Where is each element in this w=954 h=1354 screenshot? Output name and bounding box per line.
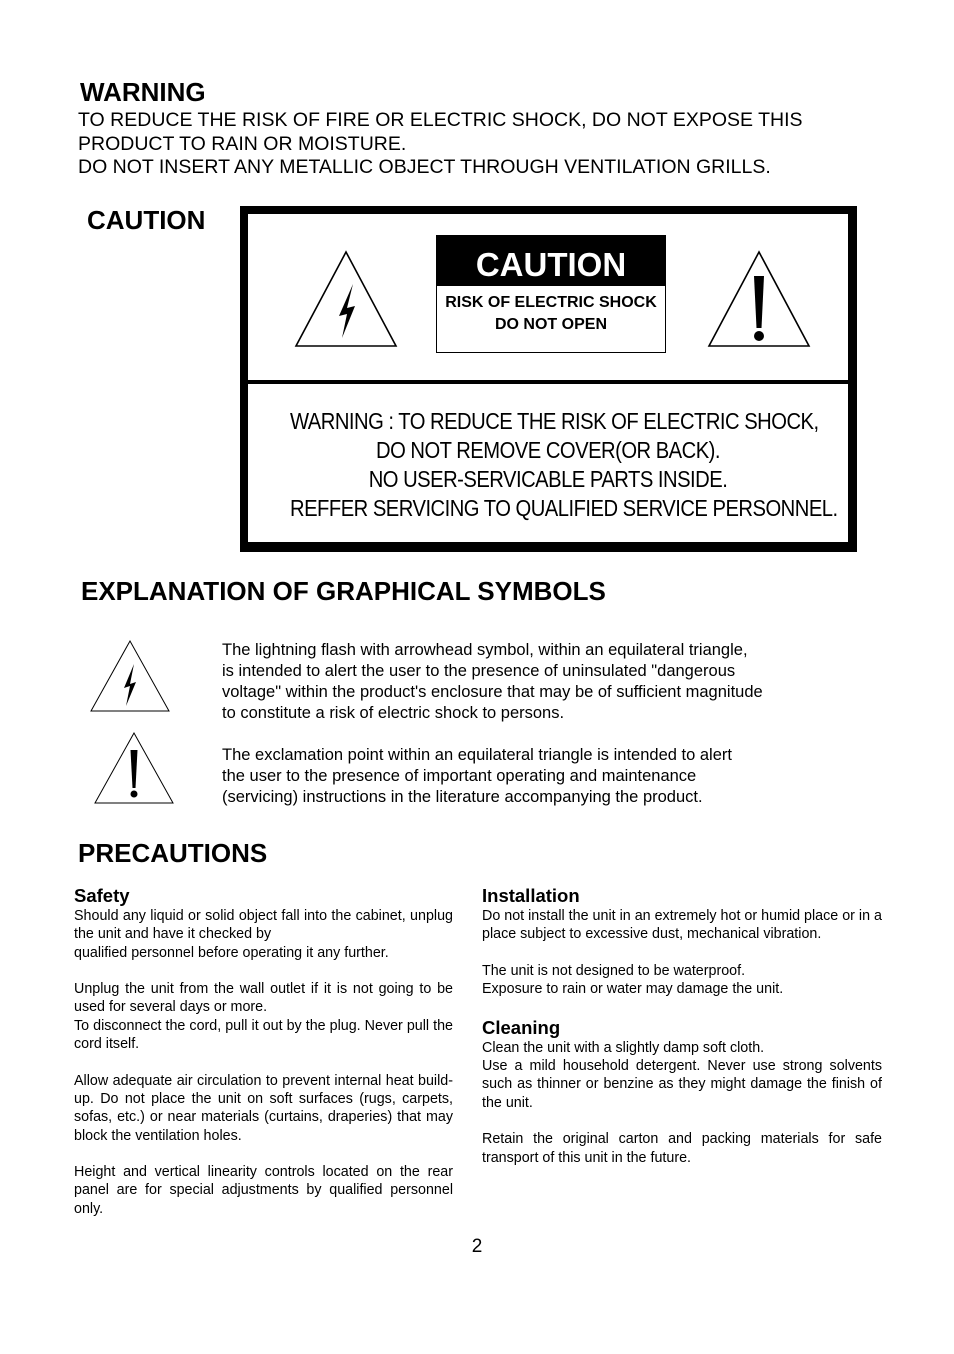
exclamation-symbol-text: (servicing) instructions in the literature accompanying the product.	[222, 788, 703, 806]
lightning-symbol-text: is intended to alert the user to the presence of uninsulated "dangerous	[222, 662, 736, 680]
lightning-symbol-icon	[88, 638, 172, 714]
cleaning-paragraph: Clean the unit with a slightly damp soft cloth.	[482, 1039, 765, 1056]
safety-paragraph: To disconnect the cord, pull it out by the plug. Never pull the cord itself.	[74, 1017, 453, 1053]
page-number: 2	[471, 1236, 483, 1257]
installation-paragraph: The unit is not designed to be waterproof.	[482, 962, 746, 979]
caution-badge	[436, 235, 666, 353]
lightning-symbol-text: The lightning flash with arrowhead symbol, within an equilateral triangle,	[222, 641, 748, 659]
lightning-symbol-text: to constitute a risk of electric shock to persons.	[222, 704, 565, 722]
caution-badge-line: RISK OF ELECTRIC SHOCK	[445, 294, 657, 311]
safety-paragraph: Height and vertical linearity controls located on the rear panel are for special adjustments by qualified personnel only.	[74, 1164, 453, 1217]
caution-label-top-panel	[248, 214, 848, 380]
caution-label-bottom-panel	[248, 384, 848, 542]
caution-box-line: REFFER SERVICING TO QUALIFIED SERVICE PERSONNEL.	[290, 495, 838, 521]
cleaning-heading: Cleaning	[482, 1016, 561, 1038]
cleaning-paragraph: Use a mild household detergent. Never use strong solvents such as thinner or benzine as they might damage the finish of the unit.	[482, 1058, 882, 1111]
lightning-symbol-text: voltage" within the product's enclosure that may be of sufficient magnitude	[222, 683, 763, 701]
caution-badge-subtitle	[437, 286, 665, 336]
installation-cleaning-column	[482, 885, 882, 1167]
installation-heading: Installation	[482, 885, 580, 906]
installation-paragraph: Do not install the unit in an extremely hot or humid place or in a place subject to excessive dust, mechanical vibration.	[482, 908, 882, 943]
warning-line: DO NOT INSERT ANY METALLIC OBJECT THROUGH VENTILATION GRILLS.	[78, 156, 771, 178]
warning-line: PRODUCT TO RAIN OR MOISTURE.	[78, 133, 407, 155]
caution-box-line: DO NOT REMOVE COVER(OR BACK).	[376, 437, 720, 463]
caution-box-line: NO USER-SERVICABLE PARTS INSIDE.	[368, 466, 728, 492]
safety-paragraph: Should any liquid or solid object fall into the cabinet, unplug the unit and have it checked by	[74, 908, 453, 943]
cleaning-paragraph: Retain the original carton and packing materials for safe transport of this unit in the future.	[482, 1131, 882, 1166]
warning-line: TO REDUCE THE RISK OF FIRE OR ELECTRIC SHOCK, DO NOT EXPOSE THIS	[78, 109, 803, 131]
exclamation-warning-icon	[704, 246, 814, 349]
safety-heading: Safety	[74, 885, 130, 906]
symbols-title: EXPLANATION OF GRAPHICAL SYMBOLS	[81, 576, 606, 606]
precautions-title: PRECAUTIONS	[78, 838, 268, 868]
warning-title: WARNING	[80, 77, 206, 107]
safety-paragraph: Unplug the unit from the wall outlet if it is not going to be used for several days or more.	[74, 981, 453, 1016]
safety-column	[74, 885, 453, 1218]
installation-paragraph: Exposure to rain or water may damage the unit.	[482, 981, 784, 998]
lightning-warning-icon	[291, 246, 401, 349]
caution-label: CAUTION	[87, 205, 206, 235]
caution-badge-line: DO NOT OPEN	[494, 316, 607, 333]
safety-paragraph: Allow adequate air circulation to prevent internal heat build-up. Do not place the unit on soft surfaces (rugs, carpets, sofas, etc.) or near materials (curtains, draperies) that may block the ventilation holes.	[74, 1072, 453, 1144]
exclamation-symbol-text: The exclamation point within an equilateral triangle is intended to alert	[222, 746, 732, 764]
exclamation-symbol-icon	[92, 730, 176, 806]
caution-box-line: WARNING : TO REDUCE THE RISK OF ELECTRIC SHOCK,	[290, 408, 819, 434]
exclamation-symbol-text: the user to the presence of important operating and maintenance	[222, 767, 697, 785]
caution-badge-title: CAUTION	[437, 236, 665, 286]
caution-label-box	[240, 206, 857, 552]
safety-paragraph: qualified personnel before operating it any further.	[74, 944, 389, 961]
